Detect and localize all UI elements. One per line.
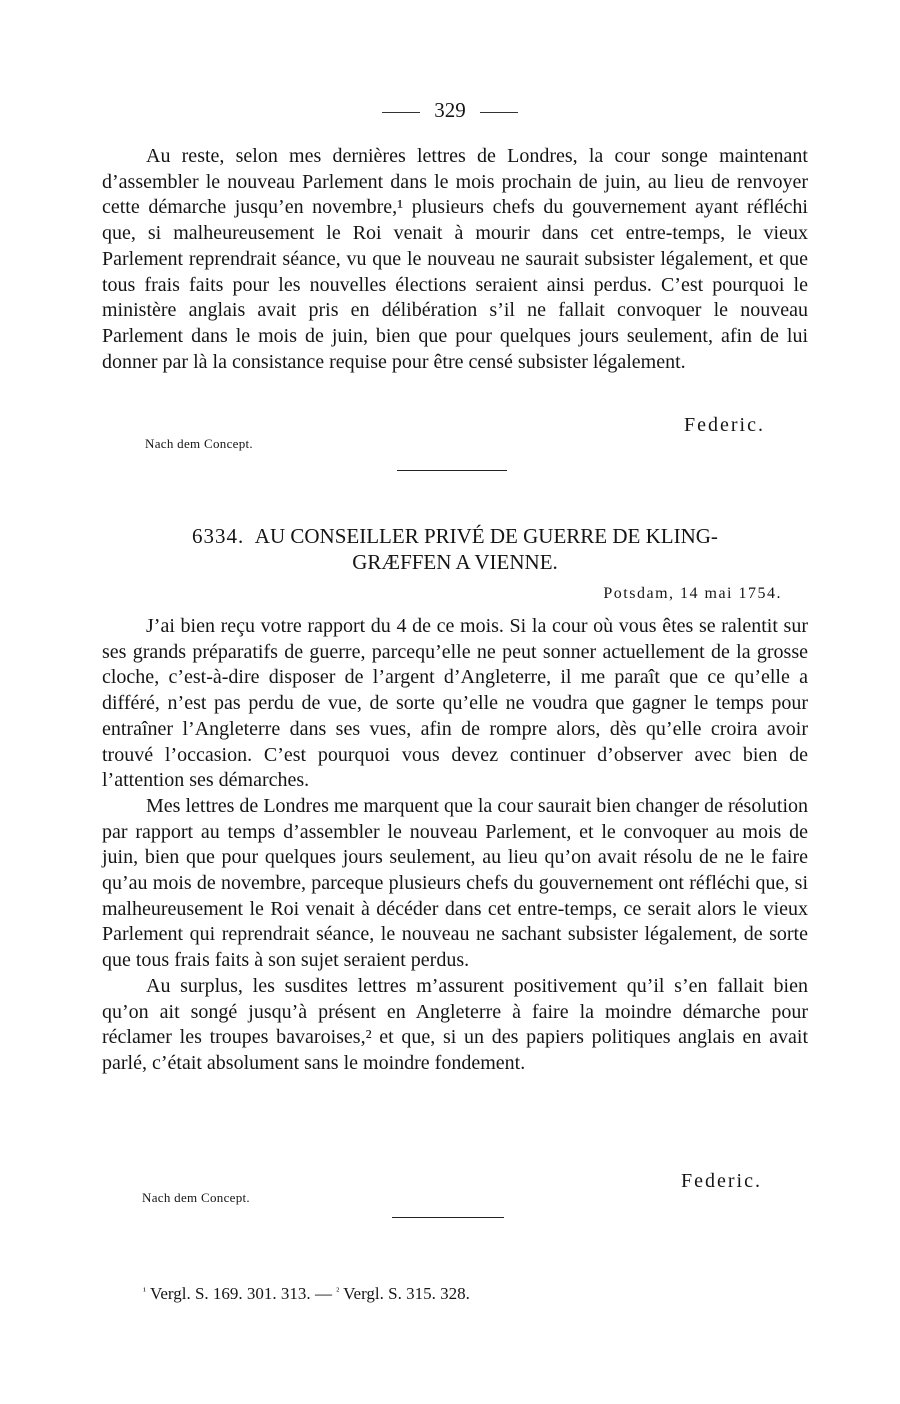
letter-paragraph-2: Mes lettres de Londres me marquent que la cour saurait bien changer de résolution par rapport au temps d’assembler le nouveau Parlement, et le convoquer au mois de juin, bien que pour quelques jours seulement, au lieu qu’on avait résolu de ne le faire qu’au mois de novembre, parceque plusieurs chefs du gouvernement ont réfléchi que, si malheureusement le Roi venait à décéder dans cet entre-temps, ce serait alors le vieux Parlement qui reprendrait séance, le nouveau ne sachant subsister légalement, de sorte que tous frais faits à son sujet seraient perdus.	[102, 794, 808, 972]
letter-source-note: Nach dem Concept.	[142, 1190, 250, 1205]
top-letter-source-note: Nach dem Concept.	[145, 436, 253, 451]
footnote-mark-1: ¹	[143, 1286, 146, 1297]
top-letter-paragraph: Au reste, selon mes dernières lettres de Londres, la cour songe maintenant d’assembler le nouveau Parlement dans le mois prochain de juin, au lieu de renvoyer cette démarche jusqu’en novembre,¹ plusieurs chefs du gouvernement ayant réfléchi que, si malheureusement le Roi venait à mourir dans cet entre-temps, le vieux Parlement reprendrait séance, vu que le nouveau ne saurait subsister légalement, et que tous frais faits pour les nouvelles élections seraient ainsi perdus. C’est pourquoi le ministère anglais avait pris en délibération s’il ne fallait convoquer le nouveau Parlement dans le mois de juin, bien que pour quelques jours seulement, afin de lui donner par là la consistance requise pour être censé subsister légalement.	[102, 145, 808, 373]
running-header	[0, 98, 900, 123]
footnotes	[143, 1284, 470, 1304]
letter-number: 6334.	[192, 524, 245, 548]
top-letter-body	[102, 144, 808, 375]
header-dash-left	[382, 112, 420, 113]
letter-heading-line-1	[102, 523, 808, 549]
footnote-1: Vergl. S. 169. 301. 313.	[149, 1284, 311, 1303]
letter-paragraph-3: Au surplus, les susdites lettres m’assurent positivement qu’il s’en fallait bien qu’on ait songé jusqu’à présent en Angleterre à faire la moindre démarche pour réclamer les troupes bavaroises,² et que, si un des papiers politiques anglais en avait parlé, c’était absolument sans le moindre fondement.	[102, 974, 808, 1074]
letter-title-line-1: AU CONSEILLER PRIVÉ DE GUERRE DE KLING-	[254, 524, 718, 548]
letter-title-line-2: GRÆFFEN A VIENNE.	[352, 550, 558, 574]
header-dash-right	[480, 112, 518, 113]
section-divider-bottom	[392, 1217, 504, 1218]
footnote-mark-2: ²	[336, 1286, 340, 1297]
top-letter-signature: Federic.	[684, 414, 765, 436]
footnote-2: Vergl. S. 315. 328.	[343, 1284, 470, 1303]
section-divider-top	[397, 470, 507, 471]
letter-dateline: Potsdam, 14 mai 1754.	[603, 585, 782, 602]
footnote-separator: —	[314, 1284, 332, 1303]
letter-heading	[102, 523, 808, 575]
letter-signature: Federic.	[681, 1170, 762, 1192]
letter-body	[102, 614, 808, 1077]
page-number: 329	[434, 98, 466, 122]
letter-paragraph-1: J’ai bien reçu votre rapport du 4 de ce mois. Si la cour où vous êtes se ralentit sur ses grands préparatifs de guerre, parcequ’elle ne peut sonner actuellement de la grosse cloche, c’est-à-dire disposer de l’argent d’Angleterre, il me paraît que ce qu’elle a différé, n’est pas perdu de vue, de sorte qu’elle ne voudra que gagner le temps pour entraîner l’Angleterre dans ses vues, afin de rompre alors, dès qu’elle croira avoir trouvé l’occasion. C’est pourquoi vous devez continuer d’observer avec bien de l’attention ses démarches.	[102, 615, 808, 792]
